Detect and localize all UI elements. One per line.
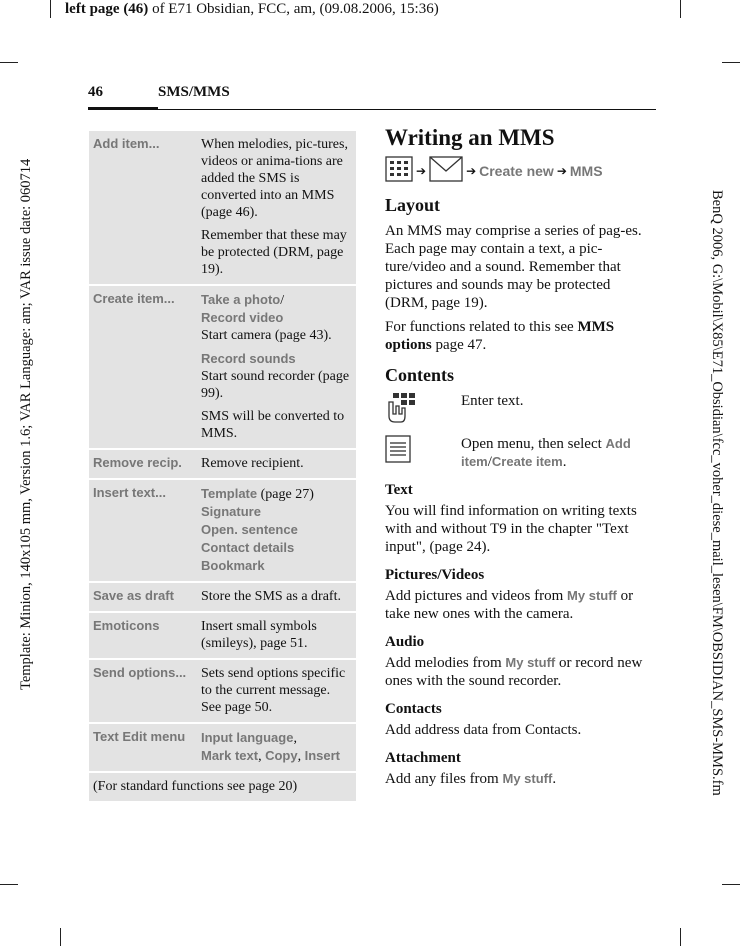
contents-item — [385, 392, 650, 429]
menu-term: MMS — [569, 163, 603, 179]
contents-item — [385, 435, 650, 471]
separator: , — [258, 749, 266, 764]
menu-term: Contact details — [201, 540, 295, 555]
option-value — [195, 480, 356, 581]
separator: . — [562, 454, 567, 470]
table-row — [89, 724, 356, 773]
option-key: Add item... — [93, 136, 160, 151]
option-text: (page 27) — [257, 487, 314, 502]
option-value — [195, 724, 356, 771]
contents-text-part: Open menu, then select — [461, 436, 606, 452]
subheading-contents: Contents — [385, 365, 455, 385]
option-value: Store the SMS as a draft. — [201, 589, 341, 604]
option-text — [201, 350, 352, 402]
main-column — [385, 124, 650, 794]
option-key: Insert text... — [93, 485, 166, 500]
option-value: Remove recipient. — [201, 456, 304, 471]
contents-text: Enter text. — [461, 393, 524, 409]
option-text: Start sound recorder (page 99). — [201, 369, 350, 401]
menu-term: My stuff — [505, 655, 556, 670]
arrow-icon: ➔ — [416, 164, 427, 178]
paragraph-text: . — [552, 771, 557, 787]
header-rule-thin — [158, 109, 656, 110]
option-value: Insert small symbols (smileys), page 51. — [201, 619, 317, 651]
separator: , — [297, 749, 305, 764]
paragraph-text: For functions related to this see — [385, 319, 578, 335]
options-table — [89, 131, 356, 803]
paragraph-text: Add pictures and videos from — [385, 588, 568, 604]
table-row — [89, 773, 356, 803]
arrow-icon: ➔ — [466, 164, 477, 178]
option-text: Start camera (page 43). — [201, 328, 332, 343]
option-text — [201, 291, 352, 344]
page-section-title: SMS/MMS — [158, 84, 230, 100]
menu-term: Mark text — [201, 748, 259, 763]
paragraph — [385, 587, 650, 623]
menu-term: My stuff — [502, 771, 553, 786]
table-row — [89, 286, 356, 450]
option-key: Send options... — [93, 665, 187, 680]
option-text: SMS will be converted to MMS. — [201, 409, 345, 441]
paragraph-text: or record new ones with the sound recorder. — [385, 655, 643, 689]
menu-term: Copy — [265, 748, 298, 763]
crop-mark — [0, 62, 18, 63]
menu-term: Record video — [201, 310, 284, 325]
option-value: Sets send options specific to the current message. See page 50. — [201, 666, 346, 715]
option-key: Text Edit menu — [93, 729, 186, 744]
paragraph — [385, 770, 650, 788]
option-value — [195, 131, 356, 284]
page-number: 46 — [88, 84, 103, 100]
option-text: Remember that these may be protected (DRM, page 19). — [201, 228, 347, 277]
menu-term: Add item — [461, 436, 631, 469]
paragraph: Add address data from Contacts. — [385, 722, 582, 738]
subheading-pictures: Pictures/Videos — [385, 567, 485, 583]
side-template-note — [18, 60, 38, 860]
contents-text — [461, 435, 650, 471]
crop-mark — [60, 928, 61, 946]
paragraph-text: Add any files from — [385, 771, 503, 787]
table-row — [89, 613, 356, 660]
option-value — [195, 286, 356, 448]
option-key: Remove recip. — [93, 455, 182, 470]
paragraph-text: or take new ones with the camera. — [385, 588, 634, 622]
table-row — [89, 131, 356, 286]
print-header-bold: left page (46) — [65, 1, 149, 17]
option-key: Save as draft — [93, 588, 174, 603]
side-template-text: Template: Minion, 140x105 mm, Version 1.6; VAR Language: am; VAR issue date: 060714 — [18, 158, 34, 690]
header-rule-thick — [88, 107, 158, 110]
paragraph: You will find information on writing texts with and without T9 in the chapter "Text input", (page 24). — [385, 503, 637, 555]
separator: / — [280, 293, 285, 308]
menu-term: Take a photo — [201, 292, 281, 307]
subheading-layout: Layout — [385, 195, 441, 215]
separator: , — [293, 731, 297, 746]
menu-term: Bookmark — [201, 558, 265, 573]
side-file-path — [705, 190, 725, 890]
menu-term: Input language — [201, 730, 294, 745]
menu-key-icon — [385, 156, 413, 187]
subheading-contacts: Contacts — [385, 701, 442, 717]
separator: / — [487, 454, 492, 470]
option-key: Emoticons — [93, 618, 160, 633]
menu-term: Signature — [201, 504, 261, 519]
menu-term: Open. sentence — [201, 522, 298, 537]
crop-mark — [722, 62, 740, 63]
crop-mark — [680, 928, 681, 946]
table-row — [89, 450, 356, 480]
menu-term: Record sounds — [201, 351, 296, 366]
paragraph-text: page 47. — [431, 337, 487, 353]
subheading-attachment: Attachment — [385, 750, 461, 766]
subheading-audio: Audio — [385, 634, 425, 650]
print-header-rest: of E71 Obsidian, FCC, am, (09.08.2006, 15:36) — [148, 1, 439, 17]
table-row — [89, 480, 356, 583]
side-file-path-text: BenQ 2006, G:\Mobil\X85\E71_Obsidian\fcc_voher_diese_mail_lesen\FM\OBSIDIAN_SMS-MMS.fm — [709, 190, 725, 796]
menu-term: Create item — [491, 454, 563, 469]
paragraph-text: Add melodies from — [385, 655, 506, 671]
menu-icon — [385, 435, 461, 471]
crop-mark — [0, 884, 18, 885]
table-row — [89, 660, 356, 724]
option-text: When melodies, pic-tures, videos or anima-tions are added the SMS is converted into an MMS (page 46). — [201, 137, 348, 220]
table-footer-note: (For standard functions see page 20) — [93, 779, 298, 794]
paragraph — [385, 318, 650, 354]
menu-term: Insert — [304, 748, 340, 763]
print-header — [65, 1, 439, 18]
paragraph: An MMS may comprise a series of pag-es. Each page may contain a text, a pic-ture/video and a sound. Remember that pictures and sounds may be protected (DRM, page 19). — [385, 223, 642, 311]
section-title: Writing an MMS — [385, 125, 555, 150]
table-row — [89, 583, 356, 613]
subheading-text: Text — [385, 482, 413, 498]
menu-term: My stuff — [567, 588, 617, 603]
option-key: Create item... — [93, 291, 175, 306]
keypad-hand-icon — [385, 392, 461, 429]
menu-term: Create new — [479, 163, 554, 179]
menu-path — [385, 158, 650, 184]
paragraph-bold: MMS options — [385, 319, 615, 353]
envelope-icon — [429, 156, 463, 187]
arrow-icon: ➔ — [556, 164, 567, 178]
crop-mark — [50, 0, 51, 18]
crop-mark — [680, 0, 681, 18]
paragraph — [385, 654, 650, 690]
menu-term: Template — [201, 486, 258, 501]
